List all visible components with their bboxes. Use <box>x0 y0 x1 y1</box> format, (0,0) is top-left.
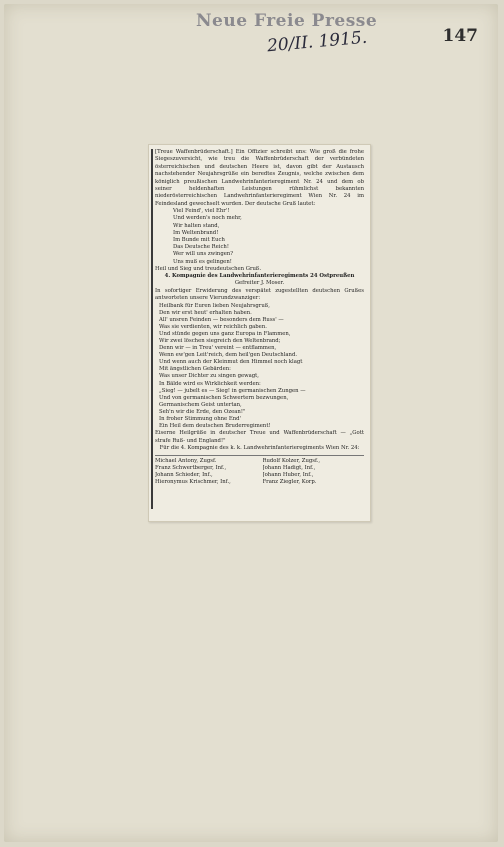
signature: Rudolf Kolzer, Zugsf., <box>262 458 321 465</box>
signature: Johann Huber, Inf., <box>262 472 314 479</box>
poem-line: Was unser Dichter zu singen gewagt, <box>159 373 259 380</box>
poem-reply <box>159 303 364 431</box>
article-intro: [Treue Waffenbrüderschaft.] Ein Offizier schreibt uns: Wie groß die frohe Siegeszuversicht, wie treu die Waffenbrüderschaft der verbündeten österreichischen und deutschen Heere ist, davon gibt der Austausch nachstehender Neujahrsgrüße ein beredtes Zeugnis, welche zwischen dem königlich preußischen Landwehrinfanterieregiment Nr. 24 und dem ob seiner heldenhaften Leistungen rühmlichst bekannten niederösterreichischen Landwehrinfanterieregiment Wien Nr. 24 im Feindesland gewechselt wurden. Der deutsche Gruß lautet: <box>155 149 364 207</box>
poem-line: Den wir erst heut' erhalten haben. <box>159 309 252 316</box>
signature: Hieronymus Krischmer, Inf., <box>155 479 231 486</box>
poem-line: Viel Feind', viel Ehr'! <box>173 208 230 215</box>
poem-line: All' unsren Feinden — besonders dem Russ' — <box>159 316 284 323</box>
reply-sender: Für die 4. Kompagnie des k. k. Landwehrinfanterieregiments Wien Nr. 24: <box>159 445 360 451</box>
newspaper-stamp: Neue Freie Presse <box>196 11 378 31</box>
poem-line: Und werden's noch mehr, <box>173 215 242 222</box>
signature: Franz Schwertberger, Inf., <box>155 465 227 472</box>
poem-german-greeting <box>173 208 364 266</box>
poem-line: „Sieg! — jubelt es — Sieg! in germanischen Zungen — <box>159 387 306 394</box>
poem-line: Ein Heil dem deutschen Bruderregiment! <box>159 423 271 430</box>
sender-unit: 4. Kompagnie des Landwehrinfanterieregiments 24 Ostpreußen <box>164 273 355 280</box>
poem-line: Und von germanischen Schwertern bezwungen, <box>159 394 289 401</box>
closing-reply: Eiserne Heilgrüße in deutscher Treue und Waffenbrüderschaft — „Gott strafe Ruß- und England!" <box>155 430 364 444</box>
poem-line: Wer will uns zwingen? <box>173 251 234 258</box>
poem-line: Und stünde gegen uns ganz Europa in Flammen, <box>159 330 291 337</box>
poem-line: Germanischem Geist untertan, <box>159 401 242 408</box>
signature: Johann Hadigt, Inf., <box>262 465 316 472</box>
poem-line: Wir halten stand, <box>173 222 220 229</box>
margin-bar <box>151 149 153 509</box>
reply-intro: In sofortiger Erwiderung des verspätet zugestellten deutschen Grußes antworteten unsere Vierundzwanziger: <box>155 287 364 302</box>
handwritten-date: 20/II. 1915. <box>266 27 368 57</box>
poem-line: Mit ängstlichen Gebärden: <box>159 366 231 373</box>
poem-line: Seh'n wir die Erde, den Ozean!" <box>159 408 246 415</box>
poem-line: Uns muß es gelingen! <box>173 258 232 265</box>
newspaper-clipping <box>148 144 371 522</box>
poem-line: Denn wir — in Treu' vereint — entflammen, <box>159 345 277 352</box>
signature: Franz Ziegler, Korp. <box>262 479 317 486</box>
signature: Johann Schieder, Inf., <box>155 472 213 479</box>
poem-line: Das Deutsche Reich! <box>173 244 229 251</box>
signature: Michael Antony, Zugsf. <box>155 458 217 465</box>
signature-list <box>155 455 364 486</box>
poem-line: Wenn ew'gen Leit'reich, dem heil'gen Deutschland. <box>159 352 298 359</box>
poem-line: In froher Stimmung ohne End' <box>159 416 241 422</box>
poem-line: Und wenn auch der Kleinmut den Himmel noch klagt <box>159 359 303 366</box>
poem-line: Heilbank für Euren lieben Neujahrsgruß, <box>159 302 270 309</box>
sender-name: Gefreiter J. Moser. <box>234 280 285 287</box>
poem-line: In Bälde wird es Wirklichkeit werden: <box>159 380 261 387</box>
poem-line: Im Weltenbrand! <box>173 229 219 236</box>
poem-line: Was sie verdienten, wir reichlich gaben. <box>159 323 267 330</box>
poem-line: Wir zwei löschen siegreich den Weltenbrand; <box>159 337 281 344</box>
page-number: 147 <box>442 26 478 46</box>
poem-line: Im Bunde mit Euch <box>173 237 225 244</box>
closing-greeting: Heil und Sieg und treudeutschen Gruß. <box>155 265 262 272</box>
